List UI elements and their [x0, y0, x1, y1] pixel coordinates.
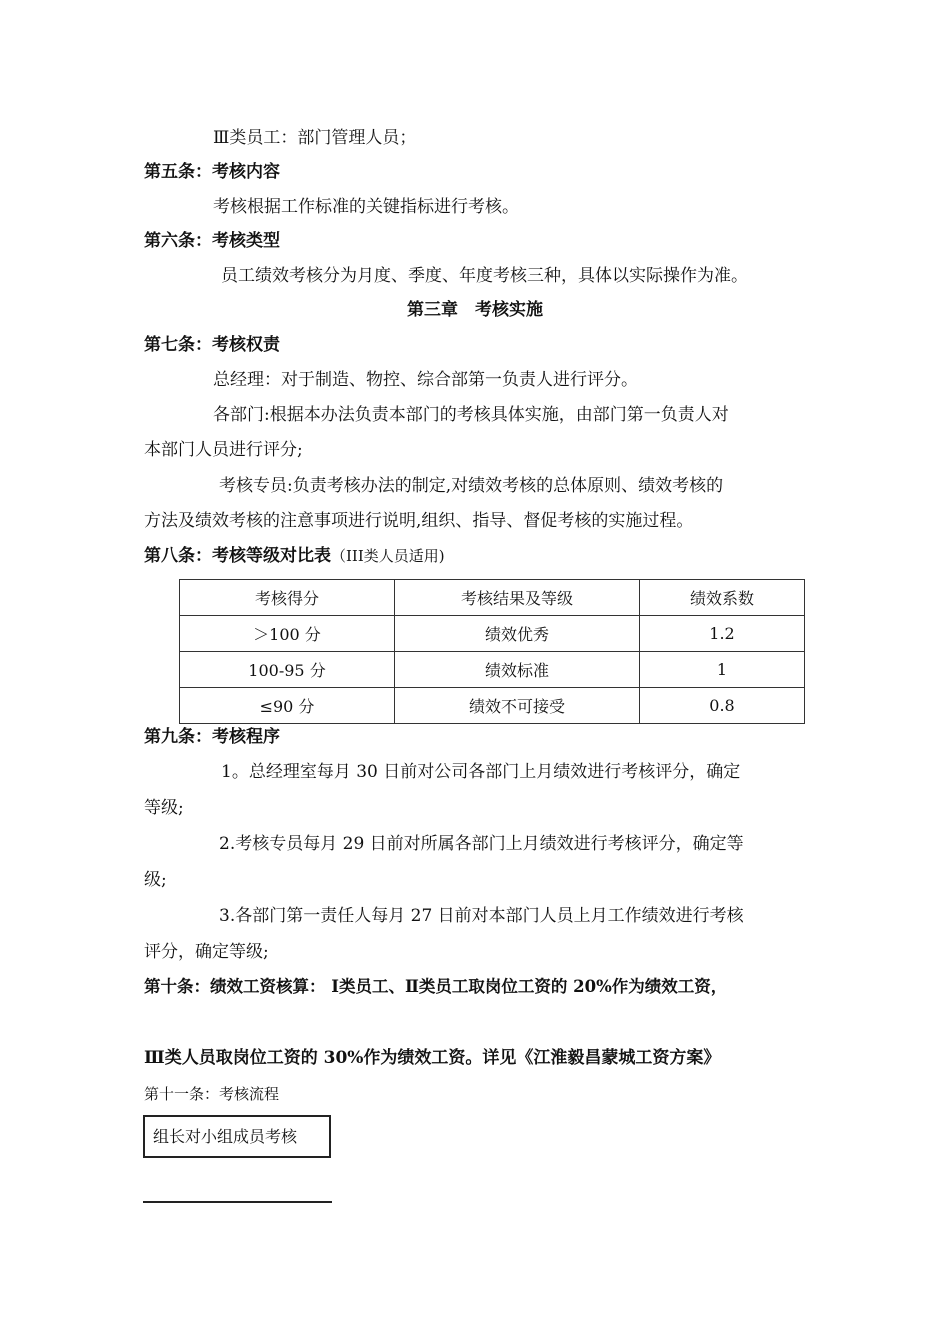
flowchart-box-team-leader: 组长对小组成员考核 — [143, 1115, 331, 1158]
table-cell: 绩效不可接受 — [395, 688, 640, 724]
article-9-step-2-line-2: 级; — [144, 870, 167, 890]
article-7-gm: 总经理：对于制造、物控、综合部第一负责人进行评分。 — [213, 370, 638, 390]
table-header-cell: 考核结果及等级 — [395, 580, 640, 616]
article-9-step-3-line-2: 评分，确定等级; — [144, 942, 269, 962]
table-header-cell: 考核得分 — [180, 580, 395, 616]
article-11-heading: 第十一条：考核流程 — [144, 1085, 280, 1103]
article-10-line-1: 第十条：绩效工资核算： Ⅰ类员工、Ⅱ类员工取岗位工资的 20%作为绩效工资， — [144, 977, 728, 996]
article-9-step-3-line-1: 3.各部门第一责任人每月 27 日前对本部门人员上月工作绩效进行考核 — [219, 906, 744, 926]
article-7-specialist-line-1: 考核专员:负责考核办法的制定,对绩效考核的总体原则、绩效考核的 — [219, 476, 724, 496]
table-header-row — [180, 580, 805, 616]
table-row — [180, 616, 805, 652]
article-7-heading: 第七条：考核权责 — [144, 335, 280, 355]
article-9-step-1-line-2: 等级; — [144, 798, 184, 818]
article-8-heading — [144, 545, 445, 567]
table-cell: ≤90 分 — [180, 688, 395, 724]
article-5-body: 考核根据工作标准的关键指标进行考核。 — [213, 197, 519, 217]
article-9-step-1-line-1: 1。总经理室每月 30 日前对公司各部门上月绩效进行考核评分，确定 — [221, 762, 741, 782]
article-5-heading: 第五条：考核内容 — [144, 162, 280, 182]
divider-line — [143, 1201, 332, 1203]
table-cell: 1.2 — [640, 616, 805, 652]
chapter-3-title: 第三章 考核实施 — [407, 300, 543, 320]
article-10-line-2: Ⅲ类人员取岗位工资的 30%作为绩效工资。详见《江淮毅昌蒙城工资方案》 — [144, 1048, 721, 1068]
table-cell: 100-95 分 — [180, 652, 395, 688]
table-cell: 绩效优秀 — [395, 616, 640, 652]
article-8-note: （III类人员适用) — [331, 547, 445, 565]
article-7-dept-line-2: 本部门人员进行评分; — [144, 440, 303, 460]
article-6-heading: 第六条：考核类型 — [144, 231, 280, 251]
table-cell: 绩效标准 — [395, 652, 640, 688]
article-6-body: 员工绩效考核分为月度、季度、年度考核三种，具体以实际操作为准。 — [221, 266, 748, 286]
article-7-specialist-line-2: 方法及绩效考核的注意事项进行说明,组织、指导、督促考核的实施过程。 — [144, 511, 694, 531]
article-9-step-2-line-1: 2.考核专员每月 29 日前对所属各部门上月绩效进行考核评分，确定等 — [219, 834, 744, 854]
grade-comparison-table — [179, 579, 805, 724]
table-cell: 0.8 — [640, 688, 805, 724]
article-8-title: 第八条：考核等级对比表 — [144, 546, 331, 566]
article-9-heading: 第九条：考核程序 — [144, 727, 280, 747]
table-header-cell: 绩效系数 — [640, 580, 805, 616]
table-cell: 1 — [640, 652, 805, 688]
table-row — [180, 688, 805, 724]
table-cell: ＞100 分 — [180, 616, 395, 652]
article-7-dept-line-1: 各部门:根据本办法负责本部门的考核具体实施，由部门第一负责人对 — [213, 405, 729, 425]
employee-class-3-line: Ⅲ类员工：部门管理人员； — [213, 128, 417, 148]
table-row — [180, 652, 805, 688]
